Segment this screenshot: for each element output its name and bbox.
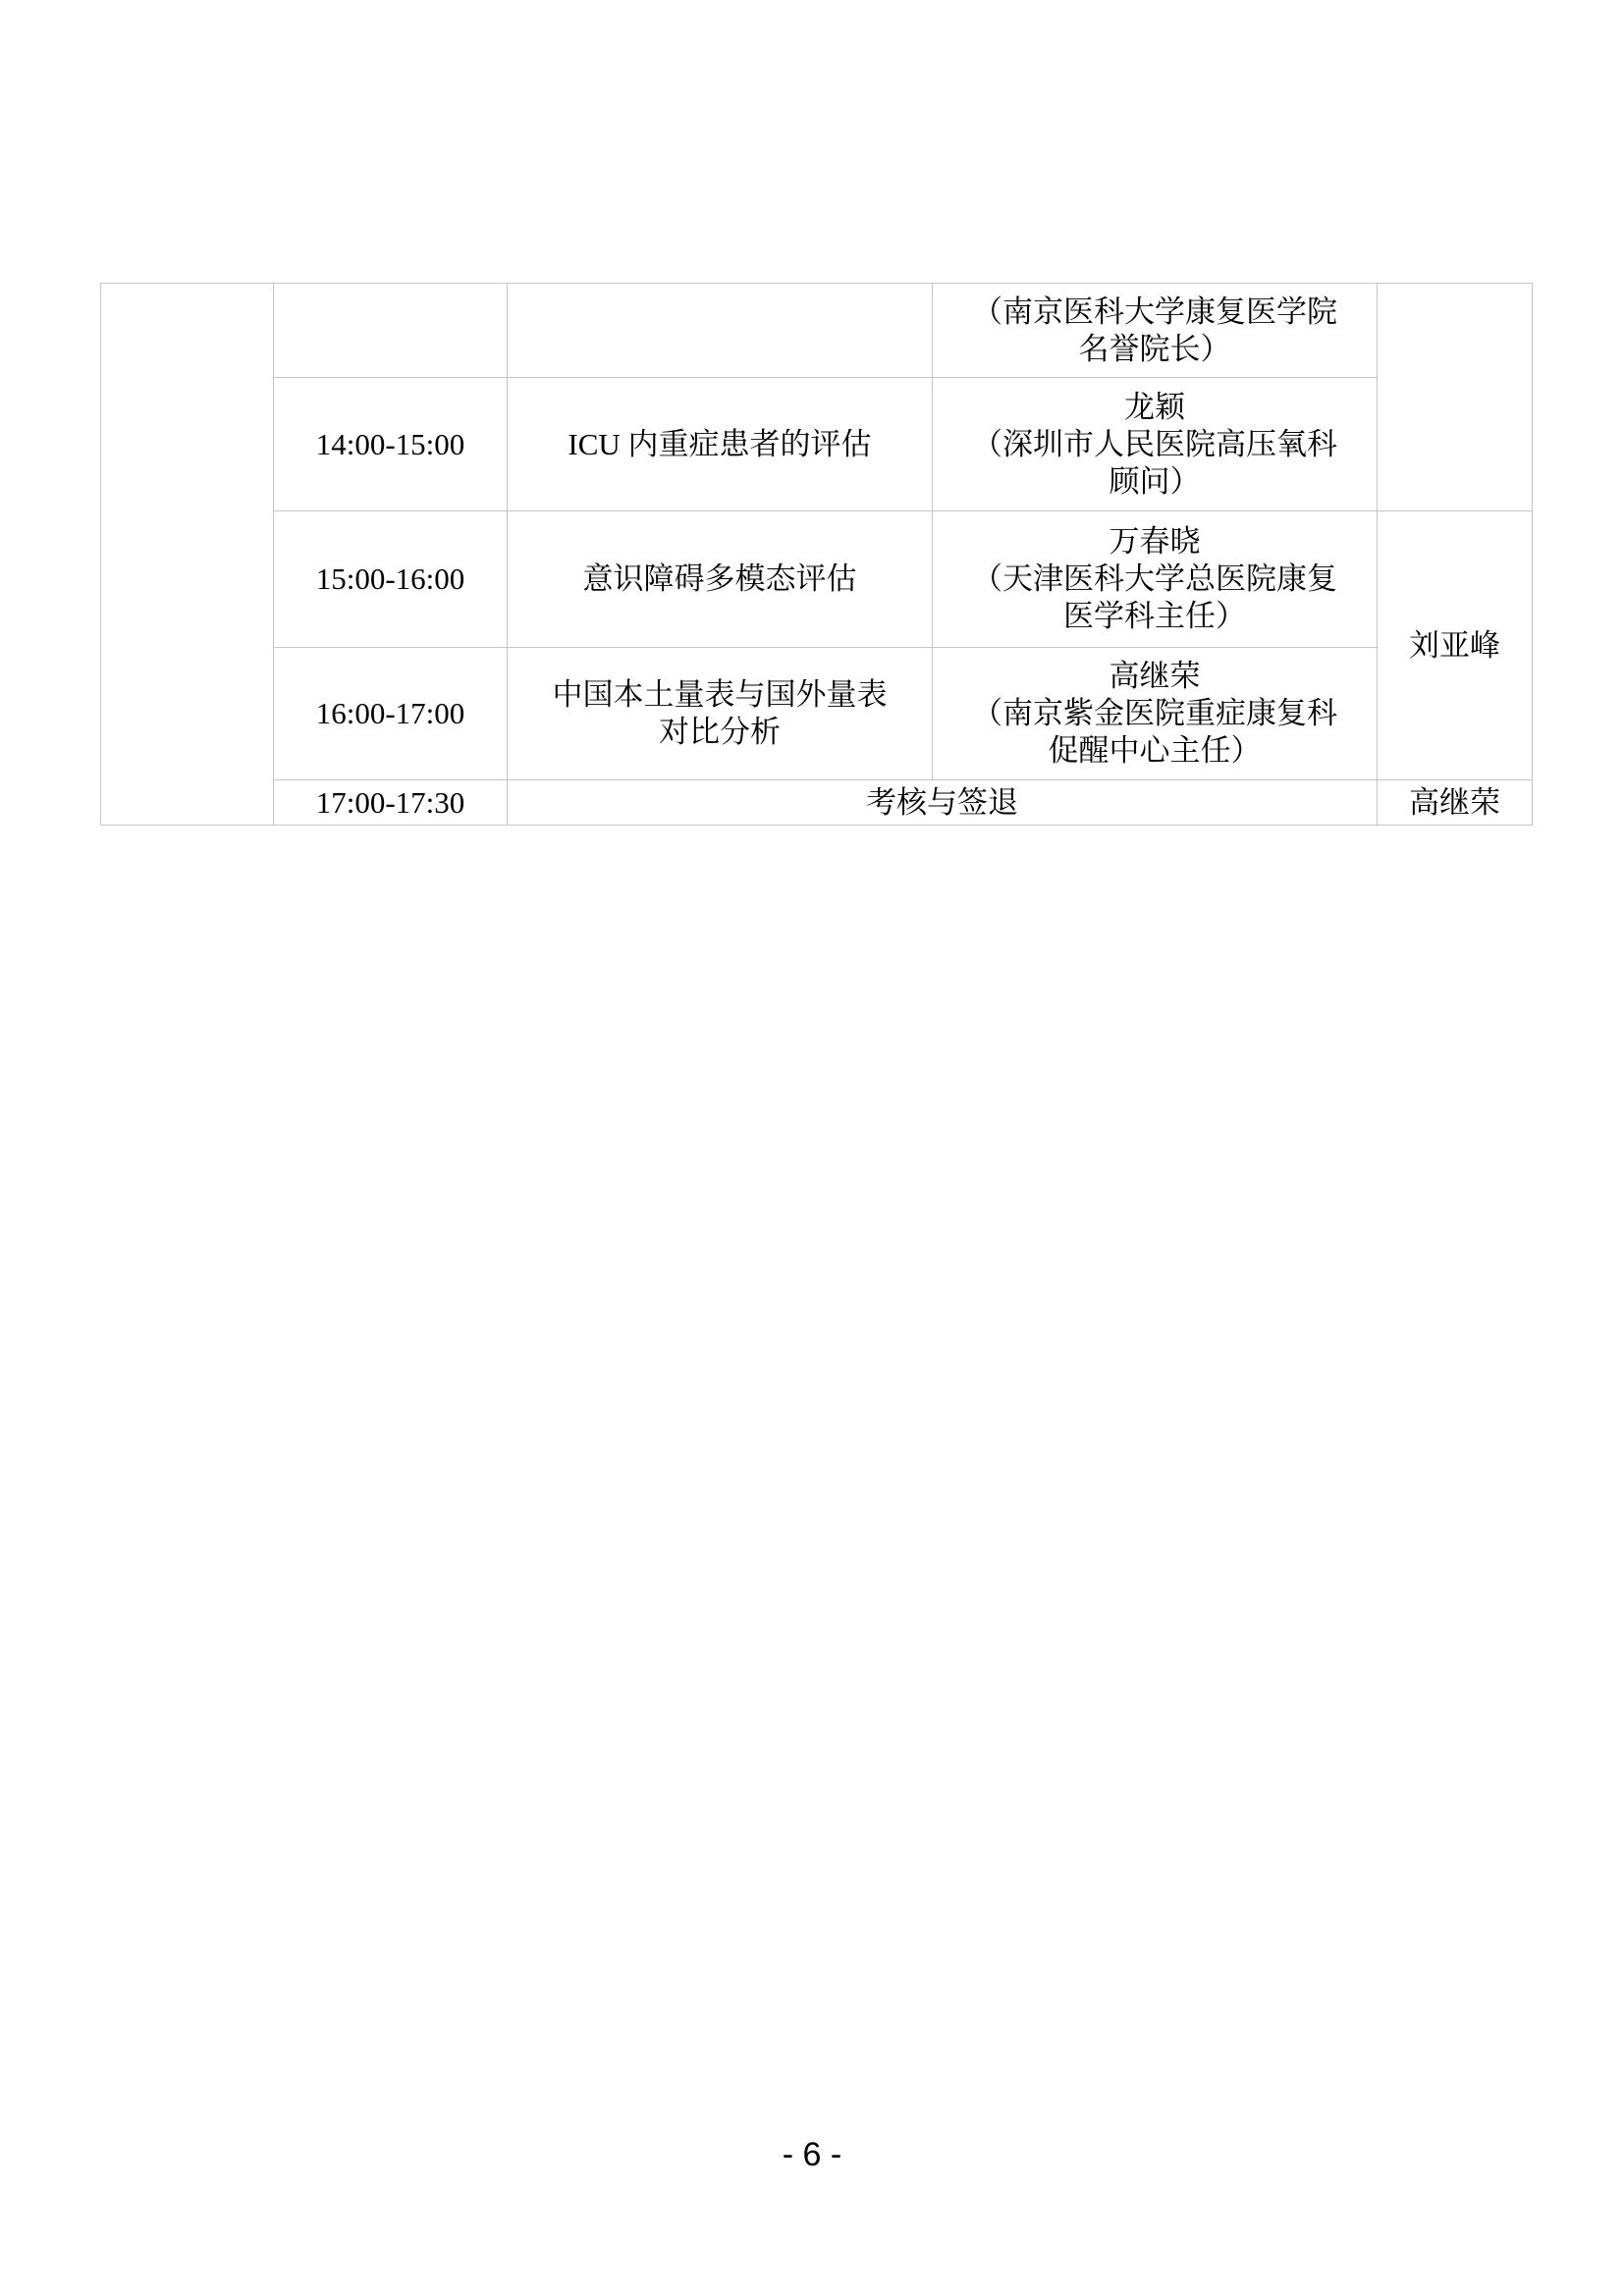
time-cell: [274, 648, 508, 780]
time-label: 16:00-17:00: [315, 696, 465, 730]
speaker-line: （南京紫金医院重症康复科: [972, 696, 1337, 730]
speaker-line: 促醒中心主任）: [1048, 733, 1262, 768]
speaker-line: 高继荣: [1109, 659, 1201, 693]
speaker-line: （天津医科大学总医院康复: [972, 561, 1337, 596]
topic-cell: [508, 511, 933, 648]
topic-line: 意识障碍多模态评估: [582, 561, 857, 596]
speaker-line: （南京医科大学康复医学院: [972, 294, 1337, 329]
schedule-table: [100, 283, 1533, 826]
host-cell: [1378, 511, 1533, 780]
host-label: 刘亚峰: [1409, 627, 1500, 663]
topic-cell: [508, 378, 933, 511]
activity-label: 考核与签退: [866, 784, 1018, 820]
topic-line: 中国本土量表与国外量表: [552, 677, 888, 712]
date-column-cell: [101, 284, 274, 826]
page-number: - 6 -: [782, 2136, 842, 2173]
time-label: 14:00-15:00: [315, 426, 465, 461]
speaker-cell: [933, 284, 1378, 378]
time-cell: [274, 780, 508, 826]
table-row: [101, 648, 1533, 780]
time-cell: [274, 284, 508, 378]
speaker-line: 医学科主任）: [1063, 599, 1246, 633]
topic-cell: [508, 284, 933, 378]
time-cell: [274, 511, 508, 648]
activity-cell: [508, 780, 1378, 826]
table-row: [101, 284, 1533, 378]
topic-line: ICU 内重症患者的评估: [568, 426, 872, 461]
host-cell: [1378, 284, 1533, 511]
topic-cell: [508, 648, 933, 780]
speaker-line: 顾问）: [1109, 463, 1201, 499]
speaker-cell: [933, 511, 1378, 648]
speaker-cell: [933, 378, 1378, 511]
time-label: 17:00-17:30: [315, 784, 465, 820]
time-cell: [274, 378, 508, 511]
speaker-line: 名誉院长）: [1078, 331, 1231, 366]
speaker-line: 万春晓: [1109, 524, 1201, 559]
speaker-cell: [933, 648, 1378, 780]
table-row: [101, 511, 1533, 648]
table-row: [101, 780, 1533, 826]
table-row: [101, 378, 1533, 511]
topic-line: 对比分析: [659, 715, 781, 749]
host-cell: [1378, 780, 1533, 826]
speaker-line: 龙颖: [1124, 389, 1185, 424]
speaker-line: （深圳市人民医院高压氧科: [972, 426, 1337, 461]
time-label: 15:00-16:00: [315, 561, 465, 596]
host-label: 高继荣: [1409, 784, 1500, 820]
